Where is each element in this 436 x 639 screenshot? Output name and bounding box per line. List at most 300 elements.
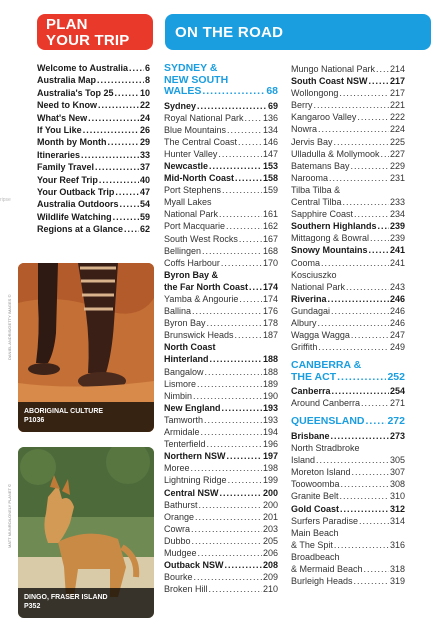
toc-entry-page: 271 <box>389 398 405 409</box>
dot-leader <box>113 211 139 223</box>
toc-entry-page: 190 <box>262 390 278 401</box>
toc-entry-page: 314 <box>389 515 405 526</box>
toc-entry[interactable] <box>291 281 405 293</box>
toc-entry-page: 234 <box>389 209 405 220</box>
toc-entry[interactable] <box>164 172 278 184</box>
dot-leader <box>99 174 139 186</box>
toc-entry-page: 188 <box>262 354 278 365</box>
toc-entry-page: 188 <box>262 366 278 377</box>
dot-leader <box>202 245 262 257</box>
toc-entry-title: North Stradbroke <box>291 443 360 454</box>
toc-entry[interactable] <box>37 112 150 124</box>
toc-entry[interactable] <box>291 148 405 160</box>
toc-entry-title: Port Stephens <box>164 185 222 196</box>
photo-caption <box>18 402 154 432</box>
toc-entry-title: Around Canberra <box>291 398 361 409</box>
toc-entry-title: Cowra <box>164 523 191 534</box>
toc-entry[interactable] <box>291 75 405 87</box>
toc-entry-title: Riverina <box>291 293 327 304</box>
toc-entry-page: 170 <box>262 257 278 268</box>
toc-entry[interactable] <box>37 211 150 223</box>
plan-header-line2: YOUR TRIP <box>46 32 130 49</box>
toc-entry-page: 241 <box>389 245 405 256</box>
toc-entry[interactable] <box>164 220 278 232</box>
dot-leader <box>321 257 389 269</box>
toc-entry[interactable] <box>164 63 278 75</box>
toc-entry-title: Central NSW <box>164 487 219 498</box>
toc-entry[interactable] <box>164 571 278 583</box>
toc-entry[interactable] <box>37 136 150 148</box>
toc-entry[interactable] <box>164 390 278 402</box>
toc-entry[interactable] <box>164 184 278 196</box>
toc-entry-title: Southern Highlands <box>291 221 377 232</box>
toc-entry-page: 305 <box>389 455 405 466</box>
toc-entry[interactable] <box>164 438 278 450</box>
toc-entry-title: Burleigh Heads <box>291 576 353 587</box>
dot-leader <box>378 220 389 232</box>
toc-entry-page: 254 <box>389 386 405 397</box>
toc-entry-page: 176 <box>262 306 278 317</box>
dot-leader <box>204 414 262 426</box>
toc-entry-page: 243 <box>389 281 405 292</box>
toc-entry-title: Byron Bay <box>164 318 206 329</box>
dot-leader <box>107 136 139 148</box>
toc-entry[interactable] <box>291 293 405 305</box>
toc-entry-page: 203 <box>262 523 278 534</box>
toc-entry-title: Canberra <box>291 386 331 397</box>
toc-entry-title: North Coast <box>164 342 216 353</box>
toc-entry[interactable] <box>164 269 278 281</box>
toc-entry[interactable] <box>164 450 278 462</box>
dot-leader <box>340 503 389 515</box>
dot-leader <box>359 515 389 527</box>
toc-entry[interactable] <box>164 535 278 547</box>
toc-entry-title: Ballina <box>164 306 192 317</box>
toc-entry[interactable] <box>164 245 278 257</box>
toc-entry-title: SYDNEY & <box>164 62 218 74</box>
dot-leader <box>83 124 139 136</box>
dot-leader <box>198 547 262 559</box>
dot-leader <box>120 198 139 210</box>
toc-entry-title: Cooma <box>291 257 321 268</box>
toc-entry-page: 193 <box>262 402 278 413</box>
toc-entry[interactable] <box>291 430 405 442</box>
toc-entry[interactable] <box>291 220 405 232</box>
toc-entry-title: Hinterland <box>164 354 209 365</box>
dot-leader <box>361 397 389 409</box>
dot-leader <box>124 223 139 235</box>
section-heading[interactable] <box>164 63 278 75</box>
dot-leader <box>354 575 389 587</box>
toc-entry[interactable] <box>164 208 278 220</box>
toc-entry-page: 201 <box>262 511 278 522</box>
toc-entry-title: Bellingen <box>164 245 202 256</box>
toc-entry[interactable] <box>291 341 405 353</box>
toc-entry-title: Brisbane <box>291 430 330 441</box>
dot-leader <box>202 86 265 98</box>
toc-entry-page: 246 <box>389 293 405 304</box>
toc-entry[interactable] <box>164 378 278 390</box>
toc-entry-title: Gundagai <box>291 305 331 316</box>
toc-entry-title: Main Beach <box>291 527 339 538</box>
toc-entry[interactable] <box>37 174 150 186</box>
toc-entry-title: South Coast NSW <box>291 76 368 87</box>
toc-entry-page: 247 <box>389 330 405 341</box>
dot-leader <box>370 232 389 244</box>
toc-entry-title: Toowoomba <box>291 479 340 490</box>
toc-entry[interactable] <box>291 184 405 196</box>
toc-entry-page: 62 <box>139 224 150 235</box>
dot-leader <box>354 208 389 220</box>
toc-entry[interactable] <box>291 123 405 135</box>
dot-leader <box>221 257 262 269</box>
toc-entry[interactable] <box>164 136 278 148</box>
dot-leader <box>220 487 262 499</box>
toc-entry[interactable] <box>164 523 278 535</box>
toc-entry-title: the Far North Coast <box>164 281 249 292</box>
toc-entry-page: 8 <box>144 75 150 86</box>
toc-entry-title: Bourke <box>164 572 193 583</box>
toc-entry[interactable] <box>164 426 278 438</box>
toc-entry-page: 210 <box>262 584 278 595</box>
toc-entry-title: Mittagong & Bowral <box>291 233 370 244</box>
toc-entry[interactable] <box>291 317 405 329</box>
toc-entry-page: 174 <box>262 294 278 304</box>
dot-leader <box>195 511 262 523</box>
toc-entry-page: 158 <box>262 173 278 184</box>
toc-entry-page: 178 <box>262 318 278 329</box>
dot-leader <box>81 149 139 161</box>
toc-entry-title: Kosciuszko <box>291 269 337 280</box>
toc-entry[interactable] <box>291 466 405 478</box>
toc-entry[interactable] <box>291 63 405 75</box>
dot-leader <box>197 100 267 112</box>
toc-entry-page: 200 <box>262 499 278 510</box>
dot-leader <box>115 186 139 198</box>
dot-leader <box>249 281 262 293</box>
toc-entry[interactable] <box>164 402 278 414</box>
dot-leader <box>227 450 262 462</box>
toc-entry-title: Tenterfield <box>164 439 206 450</box>
dot-leader <box>201 426 262 438</box>
dot-leader <box>207 317 262 329</box>
toc-entry-page: 29 <box>139 137 150 148</box>
toc-entry-title: Moreton Island <box>291 467 351 478</box>
toc-entry-title: Granite Belt <box>291 491 339 502</box>
toc-entry-page: 167 <box>262 233 278 244</box>
toc-entry[interactable] <box>291 490 405 502</box>
toc-entry-title: What's New <box>37 112 88 123</box>
toc-entry[interactable] <box>164 462 278 474</box>
toc-entry-title: WALES <box>164 85 202 97</box>
toc-entry[interactable] <box>291 503 405 515</box>
dot-leader <box>219 208 262 220</box>
toc-entry-page: 272 <box>387 415 405 428</box>
toc-entry-page: 208 <box>262 560 278 571</box>
toc-entry[interactable] <box>164 317 278 329</box>
toc-entry-title: National Park <box>291 281 346 292</box>
dingo-photo <box>18 447 154 618</box>
toc-entry-page: 146 <box>262 136 278 147</box>
dot-leader <box>331 430 389 442</box>
toc-entry[interactable] <box>164 257 278 269</box>
toc-entry-page: 199 <box>262 475 278 486</box>
toc-entry[interactable] <box>164 341 278 353</box>
toc-entry[interactable] <box>37 124 150 136</box>
toc-entry-page: 231 <box>389 172 405 183</box>
toc-entry-title: Armidale <box>164 427 200 438</box>
toc-entry-page: 310 <box>389 491 405 502</box>
dot-leader <box>328 293 389 305</box>
toc-entry-page: 319 <box>389 576 405 587</box>
toc-entry-title: Broadbeach <box>291 551 340 562</box>
toc-entry-page: 239 <box>389 233 405 244</box>
toc-entry[interactable] <box>291 160 405 172</box>
dot-leader <box>245 112 262 124</box>
toc-entry[interactable] <box>164 293 278 305</box>
toc-entry-page: 233 <box>389 197 405 208</box>
toc-entry[interactable] <box>37 161 150 173</box>
toc-entry[interactable] <box>164 414 278 426</box>
toc-entry[interactable] <box>291 208 405 220</box>
toc-entry[interactable] <box>291 196 405 208</box>
toc-entry-page: 159 <box>262 185 278 196</box>
toc-entry[interactable] <box>164 100 278 112</box>
toc-entry-title: Broken Hill <box>164 584 208 595</box>
toc-entry-title: & The Spit <box>291 539 333 550</box>
toc-entry-page: 227 <box>389 148 405 159</box>
dot-leader <box>191 523 262 535</box>
toc-entry-page: 33 <box>139 149 150 160</box>
dot-leader <box>192 535 262 547</box>
caption-page: P1036 <box>24 417 45 424</box>
dot-leader <box>351 160 389 172</box>
toc-entry[interactable] <box>291 539 405 551</box>
toc-entry[interactable] <box>291 269 405 281</box>
toc-entry-page: 222 <box>389 112 405 123</box>
toc-entry[interactable] <box>291 372 405 384</box>
toc-entry[interactable] <box>164 547 278 559</box>
toc-entry-title: Island <box>291 455 316 466</box>
toc-entry-title: Australia Map <box>37 75 97 86</box>
toc-entry[interactable] <box>291 87 405 99</box>
toc-entry-title: Surfers Paradise <box>291 515 359 526</box>
toc-entry[interactable] <box>164 353 278 365</box>
toc-entry[interactable] <box>37 186 150 198</box>
toc-entry[interactable] <box>291 244 405 256</box>
toc-entry[interactable] <box>164 196 278 208</box>
toc-entry[interactable] <box>37 99 150 111</box>
toc-entry[interactable] <box>164 160 278 172</box>
toc-entry-page: 196 <box>262 439 278 450</box>
toc-entry[interactable] <box>164 559 278 571</box>
toc-entry[interactable] <box>164 366 278 378</box>
toc-entry-page: 252 <box>387 370 405 383</box>
toc-entry[interactable] <box>37 87 150 99</box>
toc-entry-page: 136 <box>262 112 278 123</box>
toc-entry-title: If You Like <box>37 125 82 136</box>
toc-entry-title: Mudgee <box>164 547 197 558</box>
toc-entry-title: Griffith <box>291 342 318 353</box>
dot-leader <box>381 148 389 160</box>
dot-leader <box>193 390 262 402</box>
on-the-road-label: ON THE ROAD <box>175 24 284 41</box>
toc-entry-page: 197 <box>262 451 278 462</box>
toc-entry-title: Tamworth <box>164 414 204 425</box>
toc-entry[interactable] <box>291 385 405 397</box>
dot-leader <box>369 244 389 256</box>
toc-entry-title: Your Outback Trip <box>37 187 115 198</box>
toc-entry[interactable] <box>164 112 278 124</box>
toc-entry[interactable] <box>291 454 405 466</box>
toc-entry-title: Your Reef Trip <box>37 174 98 185</box>
dot-leader <box>331 305 389 317</box>
plan-your-trip-list <box>37 62 150 236</box>
dot-leader <box>239 293 262 305</box>
toc-entry-title: Blue Mountains <box>164 124 227 135</box>
toc-entry-title: Northern NSW <box>164 451 226 462</box>
toc-entry[interactable] <box>291 257 405 269</box>
toc-entry-title: Narooma <box>291 172 329 183</box>
toc-entry[interactable] <box>164 305 278 317</box>
toc-entry-title: The Central Coast <box>164 136 238 147</box>
toc-entry-title: QUEENSLAND <box>291 415 365 428</box>
dot-leader <box>97 74 144 86</box>
dot-leader <box>194 571 262 583</box>
toc-entry[interactable] <box>291 329 405 341</box>
dot-leader <box>314 99 389 111</box>
toc-entry[interactable] <box>164 86 278 98</box>
toc-entry-title: Coffs Harbour <box>164 257 220 268</box>
toc-entry[interactable] <box>164 233 278 245</box>
toc-entry[interactable] <box>291 111 405 123</box>
toc-entry[interactable] <box>291 563 405 575</box>
caption-page: P352 <box>24 603 41 610</box>
dot-leader <box>334 136 389 148</box>
toc-entry-title: Gold Coast <box>291 503 340 514</box>
dot-leader <box>329 172 389 184</box>
toc-entry-title: Newcastle <box>164 160 209 171</box>
toc-entry[interactable] <box>291 305 405 317</box>
section-heading[interactable] <box>164 86 278 98</box>
toc-entry-title: Wildlife Watching <box>37 211 112 222</box>
toc-entry-page: 246 <box>389 305 405 316</box>
dot-leader <box>227 124 262 136</box>
toc-entry[interactable] <box>164 124 278 136</box>
photo-caption <box>18 588 154 618</box>
toc-entry[interactable] <box>164 487 278 499</box>
dot-leader <box>334 539 389 551</box>
toc-entry-title: Batemans Bay <box>291 160 350 171</box>
toc-entry-page: 189 <box>262 378 278 389</box>
toc-entry[interactable] <box>291 478 405 490</box>
toc-entry-title: THE ACT <box>291 370 337 383</box>
edge-tab: ripse <box>0 197 11 203</box>
toc-entry-title: Australia's Top 25 <box>37 87 114 98</box>
toc-entry-page: 134 <box>262 124 278 135</box>
toc-entry-title: NEW SOUTH <box>164 73 229 86</box>
toc-entry[interactable] <box>291 551 405 563</box>
toc-entry-title: Lightning Ridge <box>164 475 227 486</box>
toc-entry-title: Central Tilba <box>291 197 342 208</box>
toc-entry[interactable] <box>164 511 278 523</box>
toc-entry[interactable] <box>291 136 405 148</box>
caption-title: ABORIGINAL CULTURE <box>24 408 104 415</box>
dot-leader <box>318 123 389 135</box>
dot-leader <box>95 161 139 173</box>
toc-entry[interactable] <box>164 329 278 341</box>
toc-entry[interactable] <box>291 442 405 454</box>
toc-entry[interactable] <box>291 515 405 527</box>
on-the-road-column-1 <box>164 63 278 595</box>
toc-entry-title: Sydney <box>164 100 197 111</box>
toc-entry-page: 174 <box>262 281 278 292</box>
toc-entry[interactable] <box>291 99 405 111</box>
toc-entry[interactable] <box>164 499 278 511</box>
toc-entry-page: 318 <box>389 563 405 574</box>
toc-entry-page: 168 <box>262 245 278 256</box>
toc-entry[interactable] <box>164 474 278 486</box>
toc-entry-page: 22 <box>139 100 150 111</box>
toc-entry-title: Bangalow <box>164 366 204 377</box>
toc-entry[interactable] <box>164 148 278 160</box>
toc-entry-page: 307 <box>389 467 405 478</box>
toc-entry-page: 308 <box>389 479 405 490</box>
toc-entry-page: 217 <box>389 88 405 99</box>
toc-entry-title: Myall Lakes <box>164 197 212 208</box>
toc-entry[interactable] <box>291 232 405 244</box>
dot-leader <box>115 87 139 99</box>
dot-leader <box>369 75 389 87</box>
toc-entry-page: 69 <box>267 100 278 111</box>
dot-leader <box>197 378 262 390</box>
toc-entry-title: Lismore <box>164 378 197 389</box>
toc-entry[interactable] <box>37 223 150 235</box>
toc-entry[interactable] <box>291 527 405 539</box>
photo-credit: DANIEL ANDRIS/GETTY IMAGES © <box>7 294 12 360</box>
dot-leader <box>191 462 262 474</box>
toc-entry[interactable] <box>37 198 150 210</box>
toc-entry[interactable] <box>291 416 405 428</box>
toc-entry-page: 26 <box>139 125 150 136</box>
toc-entry[interactable] <box>164 583 278 595</box>
toc-entry[interactable] <box>37 74 150 86</box>
toc-entry-page: 241 <box>389 257 405 268</box>
toc-entry[interactable] <box>37 149 150 161</box>
plan-header-line1: PLAN <box>46 16 88 33</box>
toc-entry[interactable] <box>164 281 278 293</box>
toc-entry[interactable] <box>291 575 405 587</box>
toc-entry-title: CANBERRA & <box>291 359 362 372</box>
dot-leader <box>209 583 262 595</box>
toc-entry-title: Bathurst <box>164 499 198 510</box>
on-the-road-header <box>165 14 431 50</box>
dot-leader <box>222 402 262 414</box>
plan-your-trip-header <box>37 14 153 50</box>
caption-title: DINGO, FRASER ISLAND <box>24 594 108 601</box>
toc-entry-page: 40 <box>139 174 150 185</box>
toc-entry-title: Mid-North Coast <box>164 173 234 184</box>
toc-entry-page: 194 <box>262 427 278 438</box>
toc-entry[interactable] <box>37 62 150 74</box>
section-heading[interactable] <box>291 416 405 428</box>
toc-entry[interactable] <box>291 172 405 184</box>
toc-entry-page: 225 <box>389 136 405 147</box>
section-heading[interactable] <box>291 372 405 384</box>
toc-entry-page: 198 <box>262 463 278 474</box>
toc-entry-title: Itineraries <box>37 149 81 160</box>
toc-entry[interactable] <box>291 397 405 409</box>
